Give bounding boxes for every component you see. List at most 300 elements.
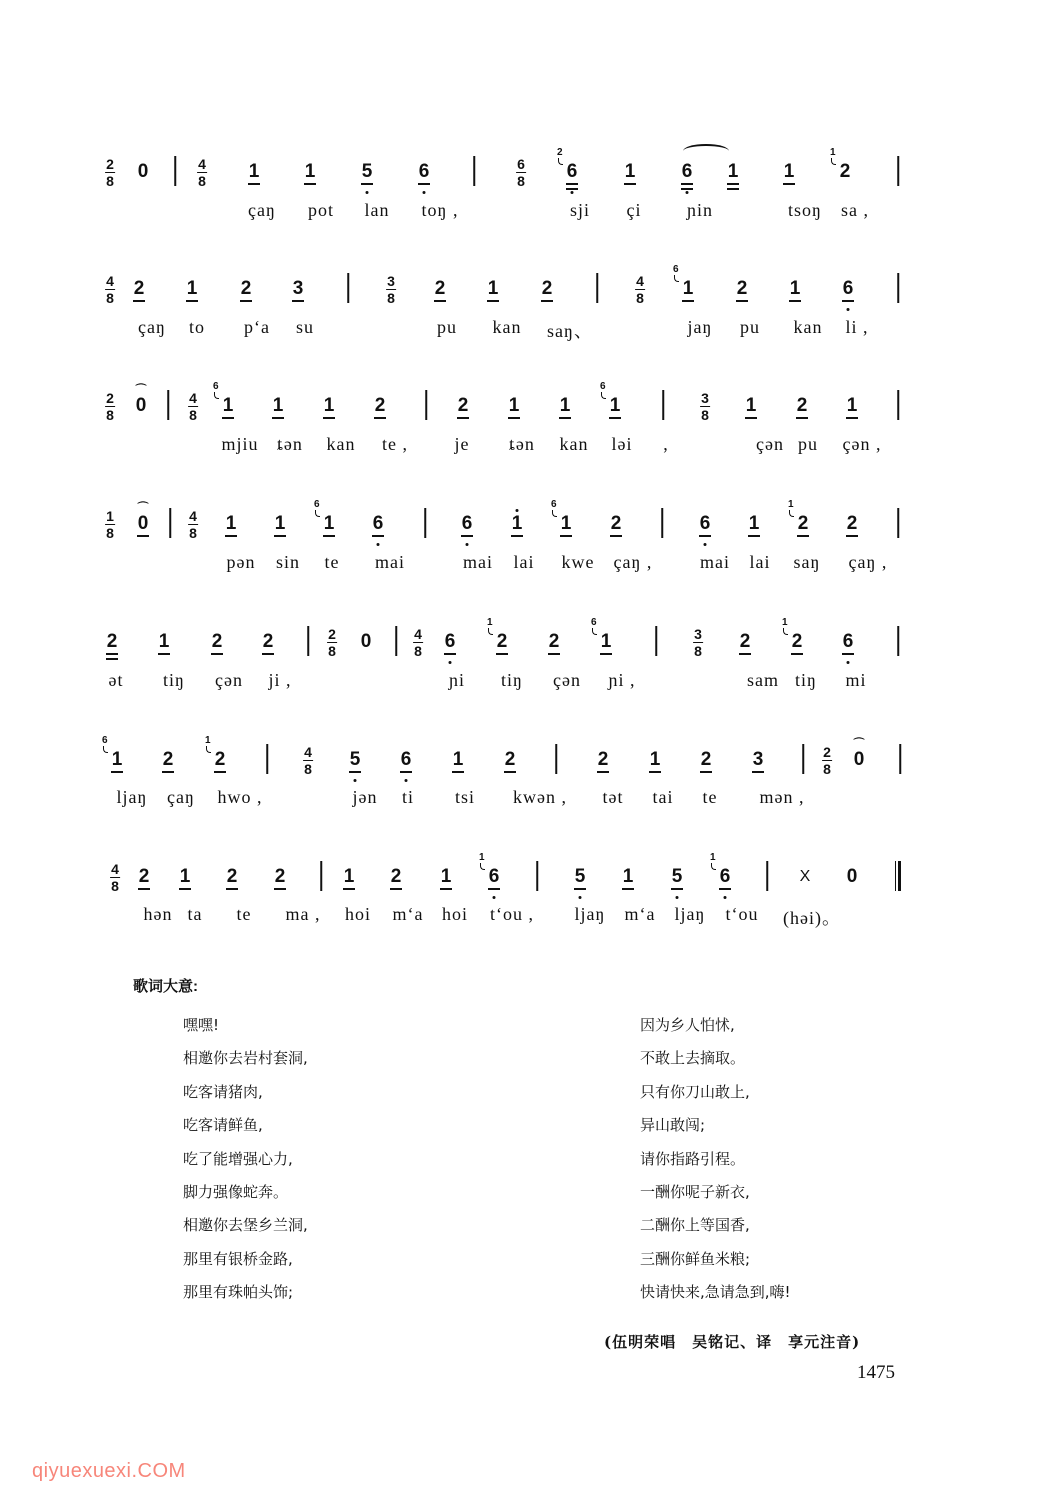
barline (167, 390, 169, 420)
lyric-syllable: tiŋ (163, 670, 185, 690)
lyric-syllable: çaŋ , (613, 552, 653, 572)
note (432, 279, 448, 302)
time-signature (413, 628, 423, 658)
note (347, 750, 363, 773)
note (851, 738, 867, 770)
score-token (797, 867, 813, 887)
lyric-syllable: kan (559, 434, 589, 454)
note-digit: 2 (262, 632, 274, 655)
score-token (290, 279, 306, 302)
note (743, 396, 759, 419)
score-token (844, 867, 860, 887)
score-token (174, 156, 176, 186)
lyric-syllable: to (188, 317, 206, 337)
lyric-syllable: t‘ou (725, 904, 759, 924)
note-digit: 0 (846, 866, 858, 887)
score-token (840, 632, 856, 655)
translation-line: 相邀你去堡乡兰洞, (183, 1216, 308, 1235)
time-signature-numerator: 2 (823, 744, 831, 760)
watermark: qiyuexuexi.COM (32, 1460, 186, 1482)
note (438, 867, 454, 890)
grace-note: 6 (600, 381, 606, 392)
octave-dot-below (449, 661, 452, 664)
time-signature-denominator: 8 (106, 525, 114, 541)
barline (395, 626, 397, 656)
lyric-syllable: tsi (454, 787, 476, 807)
lyric-syllable: li , (845, 317, 869, 337)
score-token (104, 632, 120, 655)
note-digit: 5 (361, 162, 373, 185)
time-signature (386, 275, 396, 305)
note (844, 396, 860, 419)
score-token (710, 852, 733, 890)
note (647, 750, 663, 773)
note-digit: 1 (609, 396, 621, 419)
grace-note: 1 (782, 617, 788, 628)
translation-line: 异山敢闯; (640, 1116, 706, 1135)
lyric-syllable: kan (326, 434, 356, 454)
translation-line: 那里有银桥金路, (183, 1249, 293, 1268)
time-signature-numerator: 4 (189, 508, 197, 524)
note (673, 264, 696, 302)
lyric-syllable: çaŋ (248, 200, 276, 220)
note (697, 514, 713, 537)
lyric-syllable: ɲi (448, 670, 466, 690)
score-token (359, 162, 375, 185)
score-token (398, 750, 414, 773)
note-digit: 2 (274, 867, 286, 890)
score-token (272, 514, 288, 537)
slur-mark (683, 144, 729, 158)
score-token (591, 617, 614, 655)
lyric-syllable: çən , (842, 434, 882, 454)
barline (555, 744, 557, 774)
note-digit: 6 (418, 162, 430, 185)
lyric-syllable: mai (375, 552, 405, 572)
note-digit: 6 (842, 279, 854, 302)
score-token (502, 750, 518, 773)
translation-line: 因为乡人怕怵, (640, 1016, 735, 1034)
note-digit: 2 (797, 514, 809, 537)
note (794, 396, 810, 419)
note (572, 867, 588, 890)
score-token (737, 632, 753, 655)
lyric-syllable: çi (626, 200, 642, 220)
lyric-syllable: , (663, 434, 669, 454)
barline (424, 508, 426, 538)
lyric-syllable: lan (364, 200, 390, 220)
time-signature-denominator: 8 (189, 407, 197, 423)
translation-line: 请你指路引程。 (640, 1149, 746, 1168)
lyric-syllable: je (454, 434, 470, 454)
note (246, 162, 262, 185)
lyric-syllable: çaŋ (167, 787, 195, 807)
translation-line: 嘿嘿! (183, 1016, 220, 1034)
score-token (272, 867, 288, 890)
score-token (327, 626, 337, 658)
lyric-syllable: mai (700, 552, 730, 572)
time-signature-denominator: 8 (517, 173, 525, 189)
score-token (647, 750, 663, 773)
translation-line: 相邀你去岩村套洞, (183, 1049, 308, 1068)
note-digit: 1 (559, 396, 571, 419)
lyric-syllable: te , (382, 434, 408, 454)
note-digit: 1 (511, 514, 523, 537)
note-digit: 6 (719, 867, 731, 890)
score-token (830, 147, 853, 182)
time-signature-denominator: 8 (636, 290, 644, 306)
barline (897, 508, 899, 538)
score-token (320, 861, 322, 891)
time-signature-numerator: 4 (198, 156, 206, 172)
translation-line: 一酬你呢子新衣, (640, 1183, 750, 1201)
lyric-syllable: su (295, 317, 315, 337)
note-digit: 1 (274, 514, 286, 537)
note-digit: 1 (111, 750, 123, 773)
score-token (897, 390, 899, 420)
note (830, 147, 853, 182)
time-signature-numerator: 4 (414, 626, 422, 642)
lyric-syllable: (həi)。 (783, 908, 841, 928)
note-digit: 2 (548, 632, 560, 655)
time-signature (105, 158, 115, 188)
note (260, 632, 276, 655)
note (302, 162, 318, 185)
grace-note: 6 (591, 617, 597, 628)
note-digit: 6 (444, 632, 456, 655)
note-digit: 6 (461, 514, 473, 537)
note (608, 514, 624, 537)
time-signature-denominator: 8 (694, 643, 702, 659)
score-token (209, 632, 225, 655)
note-digit: 1 (452, 750, 464, 773)
note (698, 750, 714, 773)
time-signature-denominator: 8 (106, 290, 114, 306)
note-digit: 6 (699, 514, 711, 537)
note (502, 750, 518, 773)
score-token (897, 156, 899, 186)
octave-dot-below (724, 896, 727, 899)
lyric-syllable: tiŋ (501, 670, 523, 690)
note (272, 514, 288, 537)
time-signature-numerator: 4 (106, 273, 114, 289)
note (160, 750, 176, 773)
lyric-syllable: lai (513, 552, 535, 572)
score-token (246, 162, 262, 185)
score-token (485, 279, 501, 302)
note (131, 279, 147, 302)
score-token (425, 390, 427, 420)
lyric-syllable: ȶən (277, 434, 303, 454)
grace-note: 1 (205, 735, 211, 746)
note (102, 735, 125, 773)
translation-line: 吃客请猪肉, (183, 1082, 263, 1101)
score-token (844, 514, 860, 537)
note-digit: 2 (211, 632, 223, 655)
score-token (782, 617, 805, 655)
lyric-syllable: t‘ou , (490, 904, 534, 924)
note-digit: 1 (487, 279, 499, 302)
score-token (136, 867, 152, 890)
score-token (851, 738, 867, 770)
note-digit: 2 (796, 396, 808, 419)
lyric-syllable: kan (793, 317, 823, 337)
note-digit: 0 (135, 395, 147, 416)
note (359, 162, 375, 185)
lyric-syllable: kwe (561, 552, 595, 572)
lyric-syllable: ɲi , (608, 670, 636, 690)
octave-dot-below (493, 896, 496, 899)
score-token (432, 279, 448, 302)
score-token (270, 396, 286, 419)
lyric-syllable: pu (740, 317, 760, 337)
lyric-syllable: ti (401, 787, 415, 807)
score-token (557, 396, 573, 419)
time-signature-denominator: 8 (198, 173, 206, 189)
score-token (413, 626, 423, 658)
lyric-syllable: hoi (344, 904, 372, 924)
score-token (188, 508, 198, 540)
time-signature-numerator: 1 (106, 508, 114, 524)
score-token (596, 273, 598, 303)
lyric-syllable: te (324, 552, 340, 572)
note (104, 632, 120, 655)
lyric-syllable: ji , (268, 670, 292, 690)
lyric-syllable: sam (747, 670, 779, 690)
note-digit: 2 (226, 867, 238, 890)
note (539, 279, 555, 302)
note (788, 499, 811, 537)
score-token (698, 750, 714, 773)
note (595, 750, 611, 773)
grace-note: 1 (788, 499, 794, 510)
lyric-syllable: ljaŋ (574, 904, 606, 924)
time-signature-denominator: 8 (111, 878, 119, 894)
score-token (160, 750, 176, 773)
note-digit: 2 (839, 161, 851, 182)
note (844, 867, 860, 887)
lyric-syllable: çən (756, 434, 784, 454)
note-digit: 1 (727, 162, 739, 185)
grace-note: 6 (102, 735, 108, 746)
barline (897, 273, 899, 303)
score-token (622, 162, 638, 185)
note-digit: 2 (597, 750, 609, 773)
note (184, 279, 200, 302)
score-token (156, 632, 172, 655)
note-digit: 1 (649, 750, 661, 773)
note-digit: 2 (846, 514, 858, 537)
note-digit: 1 (560, 514, 572, 537)
score-token (105, 390, 115, 422)
time-signature-denominator: 8 (304, 761, 312, 777)
score-token (487, 617, 510, 655)
score-token (595, 750, 611, 773)
note-digit: 1 (272, 396, 284, 419)
note (450, 750, 466, 773)
note-digit: 2 (791, 632, 803, 655)
note-digit: 1 (748, 514, 760, 537)
lyric-syllable: hən (143, 904, 173, 924)
octave-dot-below (377, 543, 380, 546)
time-signature-numerator: 3 (694, 626, 702, 642)
score-token (509, 514, 525, 537)
note-digit: 1 (343, 867, 355, 890)
lyric-syllable: çən (553, 670, 581, 690)
score-token (223, 514, 239, 537)
note (844, 514, 860, 537)
note (622, 162, 638, 185)
score-token (679, 162, 695, 185)
score-token (608, 514, 624, 537)
note-digit: 3 (292, 279, 304, 302)
note (416, 162, 432, 185)
time-signature (188, 510, 198, 540)
note-digit: 2 (457, 396, 469, 419)
lyric-syllable: lai (749, 552, 771, 572)
note (398, 750, 414, 773)
time-signature-numerator: 2 (328, 626, 336, 642)
time-signature-denominator: 8 (106, 407, 114, 423)
lyric-syllable: sin (275, 552, 301, 572)
note-digit: 2 (736, 279, 748, 302)
time-signature (105, 392, 115, 422)
score-token (110, 861, 120, 893)
lyric-syllable: mai (463, 552, 493, 572)
note (679, 162, 695, 185)
barline (425, 390, 427, 420)
note-digit: 2 (240, 279, 252, 302)
octave-dot-below (579, 896, 582, 899)
score-token (635, 273, 645, 305)
score-token (347, 750, 363, 773)
lyric-syllable: tiŋ (795, 670, 817, 690)
octave-dot-below (686, 191, 689, 194)
lyric-syllable: ljaŋ (674, 904, 706, 924)
score-token (557, 147, 580, 185)
note-digit: 0 (137, 161, 149, 182)
note (557, 396, 573, 419)
score-token (213, 381, 236, 419)
score-token (551, 499, 574, 537)
score-token (442, 632, 458, 655)
score-token (897, 626, 899, 656)
note (136, 867, 152, 890)
note (509, 514, 525, 537)
note-digit: 1 (846, 396, 858, 419)
note (205, 735, 228, 773)
score-token (224, 867, 240, 890)
barline (802, 744, 804, 774)
time-signature (822, 746, 832, 776)
score-token (802, 744, 804, 774)
time-signature-denominator: 8 (823, 761, 831, 777)
note-digit: 5 (574, 867, 586, 890)
note (737, 632, 753, 655)
barline (266, 744, 268, 774)
score-token (746, 514, 762, 537)
time-signature-numerator: 4 (304, 744, 312, 760)
note-digit: 1 (222, 396, 234, 419)
translation-line: 二酬你上等国香, (640, 1216, 750, 1235)
note (341, 867, 357, 890)
score-token (734, 279, 750, 302)
lyric-syllable: jaŋ (687, 317, 713, 337)
time-signature-numerator: 2 (106, 390, 114, 406)
time-signature-denominator: 8 (106, 173, 114, 189)
score-token (655, 626, 657, 656)
note (734, 279, 750, 302)
octave-dot-below (571, 191, 574, 194)
score-token (370, 514, 386, 537)
lyric-syllable: ma , (285, 904, 321, 924)
score-token (197, 156, 207, 188)
grace-note: 6 (551, 499, 557, 510)
barline (320, 861, 322, 891)
score-token (424, 508, 426, 538)
score-token (341, 867, 357, 890)
note-digit: 5 (671, 867, 683, 890)
time-signature (105, 275, 115, 305)
rest-x-mark (797, 867, 813, 887)
score-token (895, 861, 901, 891)
note (551, 499, 574, 537)
lyric-syllable: jən (352, 787, 378, 807)
note (133, 384, 149, 416)
score-token (506, 396, 522, 419)
note (479, 852, 502, 890)
score-token (781, 162, 797, 185)
time-signature (105, 510, 115, 540)
octave-dot-below (366, 191, 369, 194)
note (591, 617, 614, 655)
octave-dot-below (466, 543, 469, 546)
note (223, 514, 239, 537)
lyric-syllable: mi (845, 670, 867, 690)
time-signature (693, 628, 703, 658)
score-token (788, 499, 811, 537)
note-digit: 1 (323, 396, 335, 419)
credit-line: (伍明荣唱 吴铭记、译 享元注音) (604, 1333, 861, 1351)
score-token (307, 626, 309, 656)
lyric-syllable: mjiu (221, 434, 259, 454)
score-token (750, 750, 766, 773)
note-digit: 2 (700, 750, 712, 773)
lyric-syllable: pot (307, 200, 335, 220)
octave-dot-below (423, 191, 426, 194)
score-token (673, 264, 696, 302)
lyric-syllable: sa , (841, 200, 869, 220)
score-token (697, 514, 713, 537)
note (442, 632, 458, 655)
score-token (479, 852, 502, 890)
barline (897, 626, 899, 656)
score-token (459, 514, 475, 537)
note-digit: 2 (496, 632, 508, 655)
note (781, 162, 797, 185)
grace-note: 1 (487, 617, 493, 628)
time-signature (700, 392, 710, 422)
score-token (105, 156, 115, 188)
lyric-syllable: ət (108, 670, 124, 690)
note (546, 632, 562, 655)
lyric-syllable: ljaŋ (116, 787, 148, 807)
time-signature-denominator: 8 (189, 525, 197, 541)
barline (766, 861, 768, 891)
note (600, 381, 623, 419)
score-token (794, 396, 810, 419)
lyric-syllable: çaŋ (138, 317, 166, 337)
